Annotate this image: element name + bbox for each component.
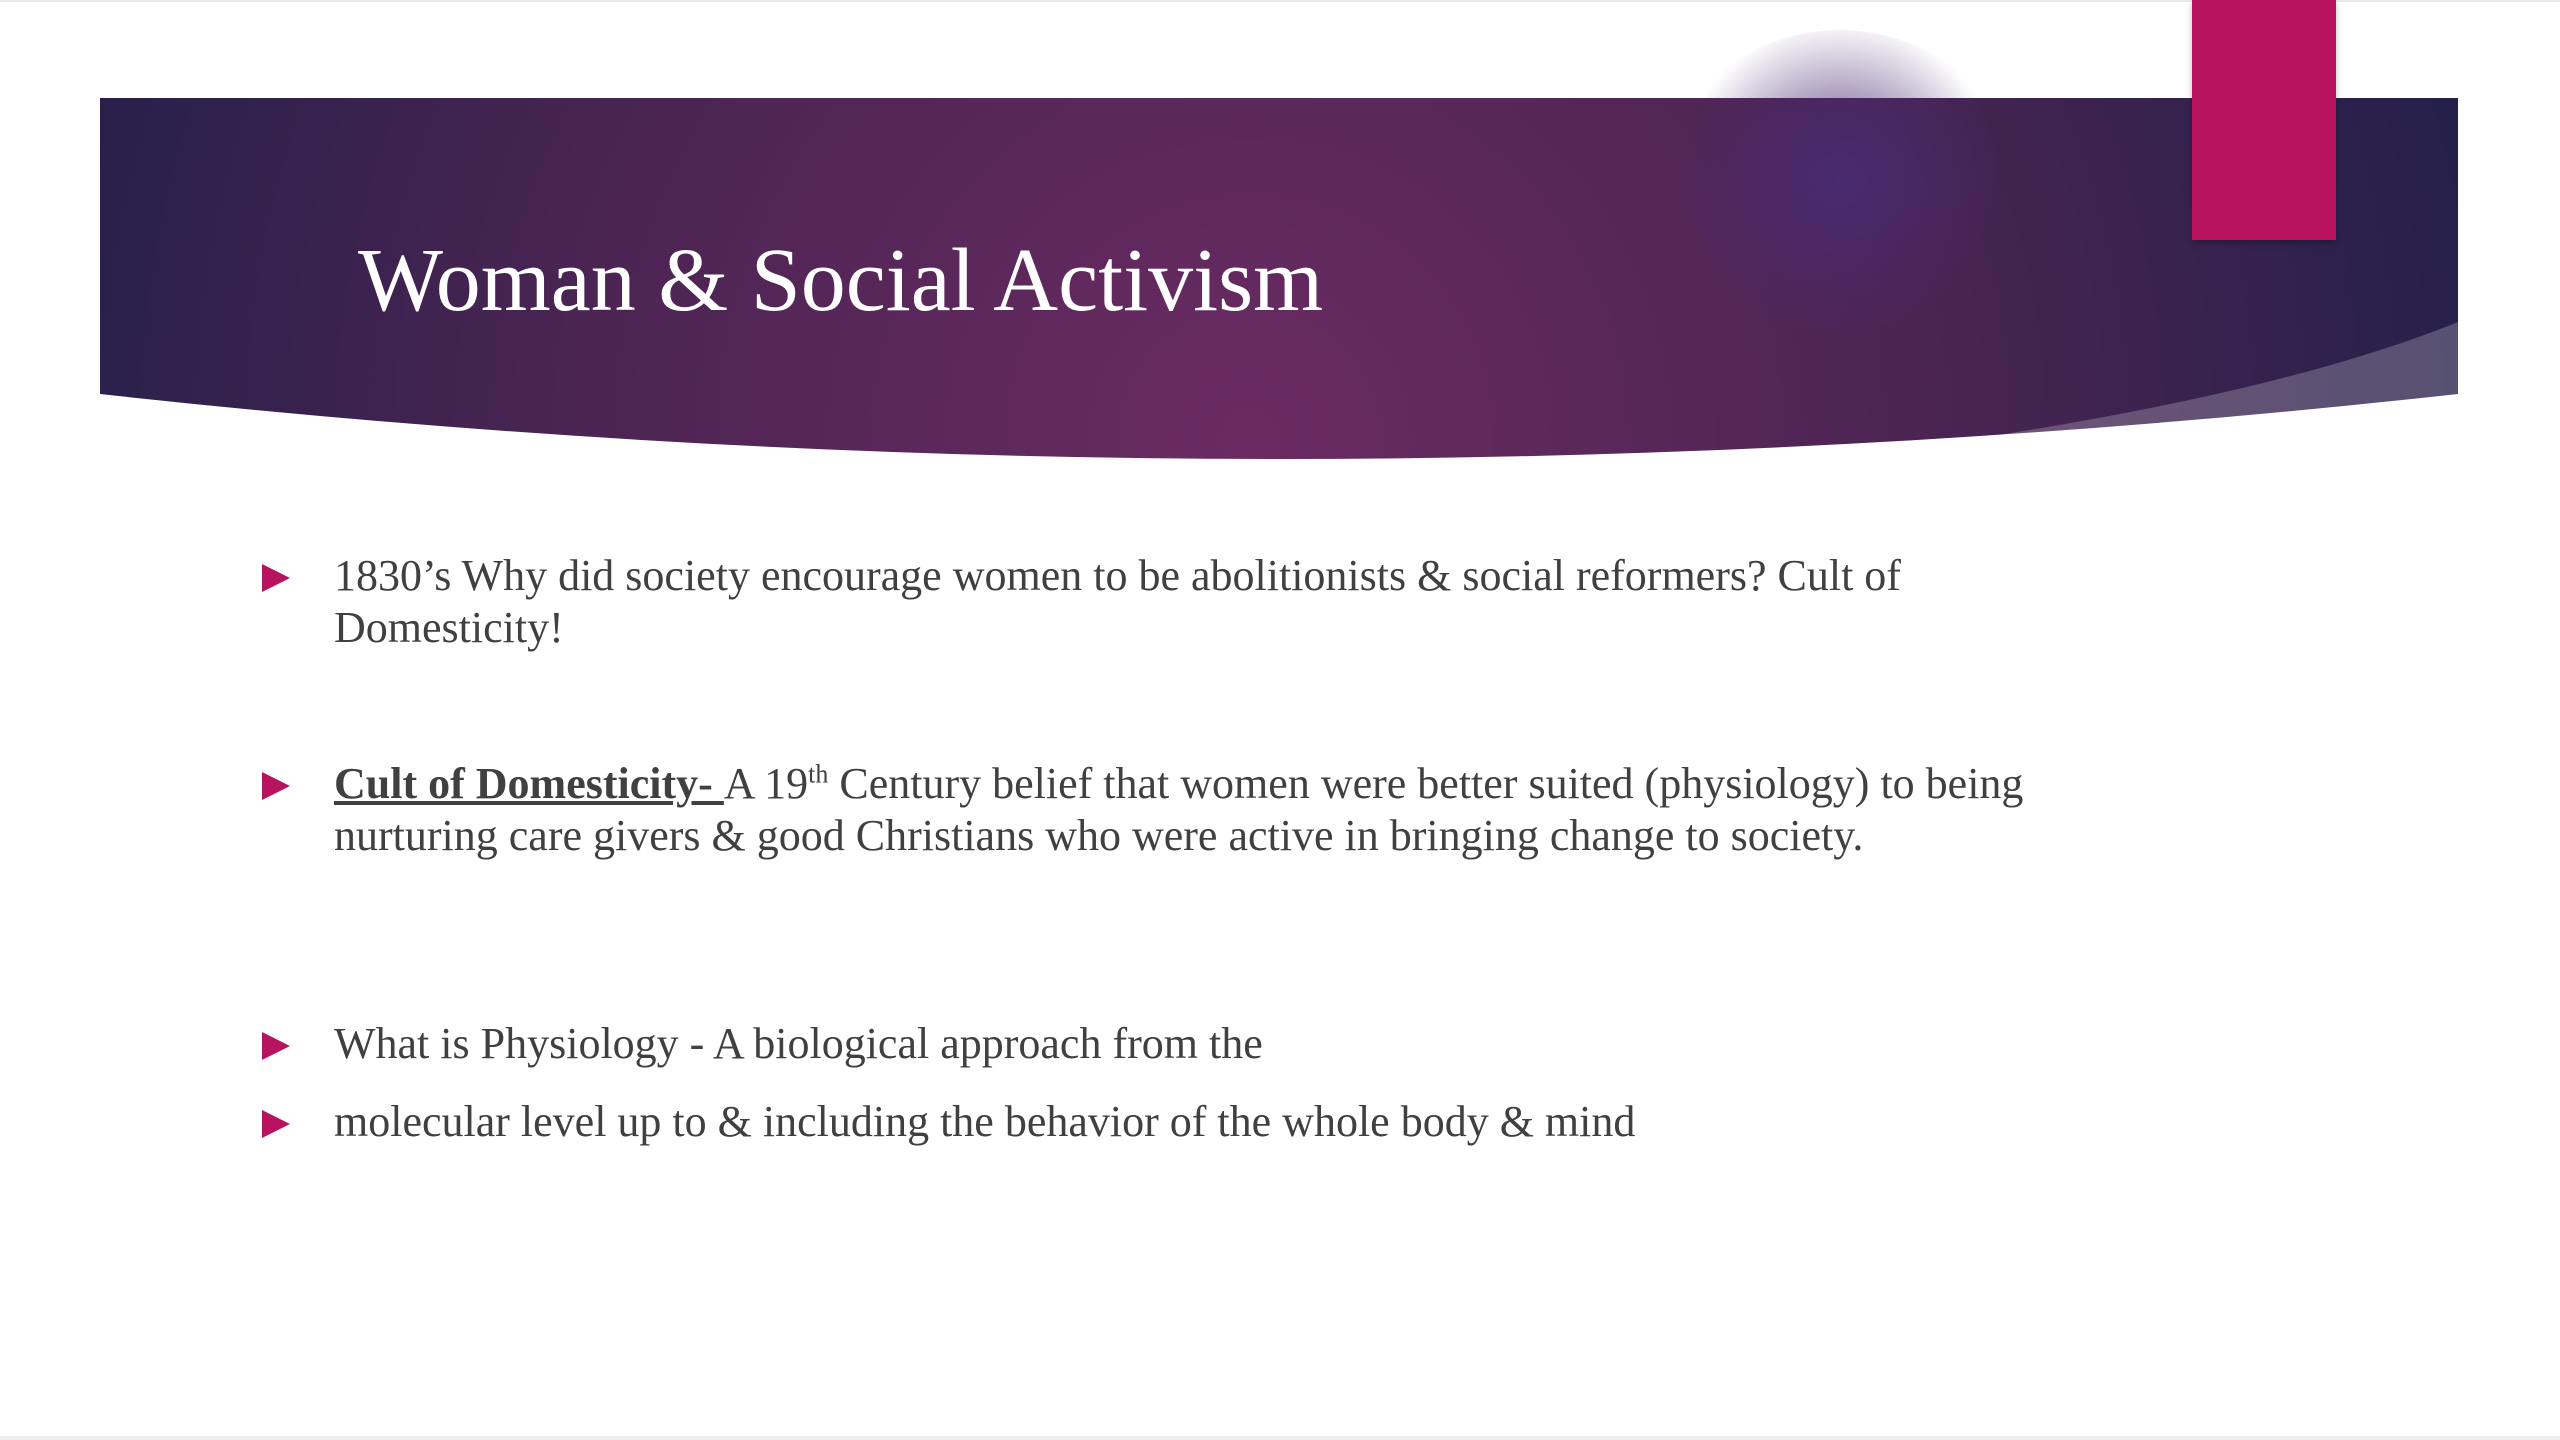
triangle-right-icon [262, 1032, 290, 1060]
slide-title: Woman & Social Activism [358, 231, 1324, 330]
ordinal-superscript: th [808, 759, 829, 789]
accent-tab [2192, 0, 2336, 240]
bullet-text-rest: Century belief that women were better suited (physiology) to being nurturing care givers & good Christians who were active in bringing change to society. [334, 759, 2024, 860]
bullet-text [334, 758, 2134, 862]
triangle-right-icon [262, 564, 290, 592]
bottom-border [0, 1436, 2560, 1440]
triangle-right-icon [262, 772, 290, 800]
bullet-text: 1830’s Why did society encourage women to be abolitionists & social reformers? Cult of Domesticity! [334, 551, 1901, 652]
triangle-right-icon [262, 1110, 290, 1138]
bullet-text: What is Physiology - A biological approach from the [334, 1019, 1263, 1068]
bullet-text: molecular level up to & including the behavior of the whole body & mind [334, 1097, 1636, 1146]
defined-term: Cult of Domesticity- [334, 759, 724, 808]
banner-glow [1670, 30, 2010, 330]
bullet-text-lead: A 19 [723, 759, 809, 808]
